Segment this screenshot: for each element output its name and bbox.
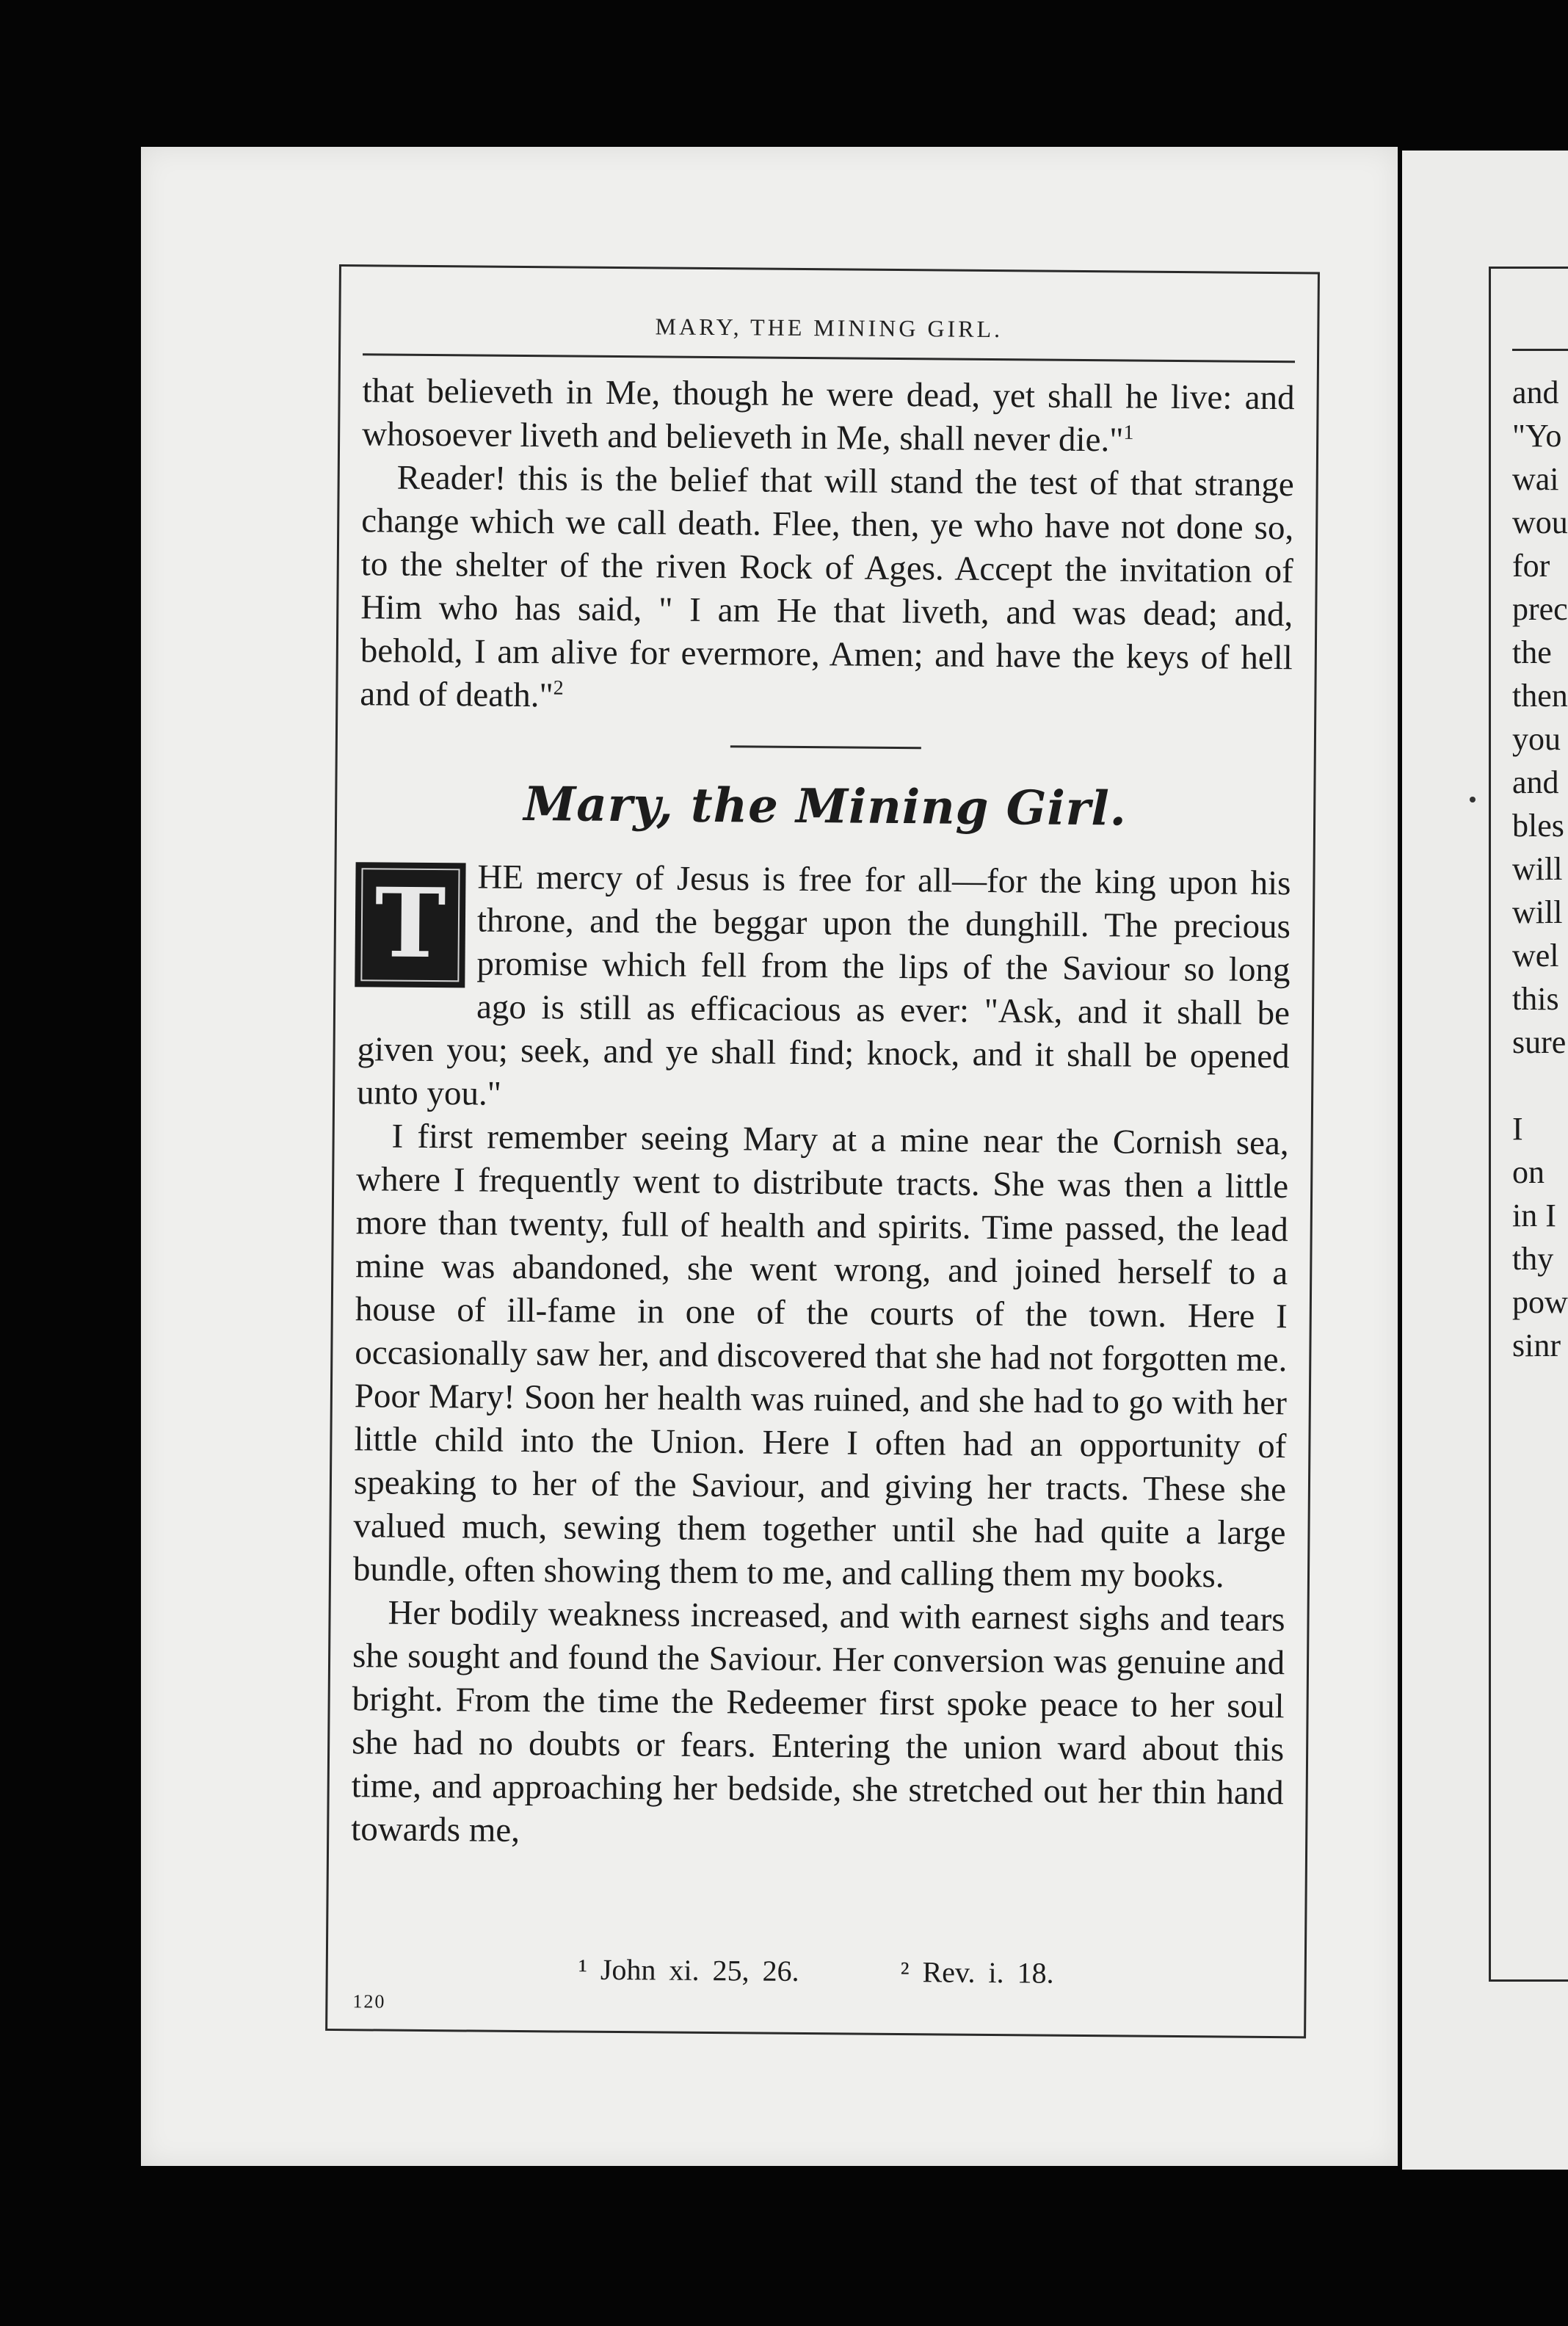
next-page-line: pow xyxy=(1512,1284,1568,1320)
next-page-line: bles xyxy=(1512,808,1564,844)
footnote-2: ² Rev. i. 18. xyxy=(900,1955,1054,1990)
next-page-line xyxy=(1512,1064,1568,1107)
next-page-line: sinr xyxy=(1512,1327,1561,1363)
page-border-frame xyxy=(325,264,1320,2038)
drop-cap-letter: T xyxy=(374,866,446,980)
running-head: MARY, THE MINING GIRL. xyxy=(655,313,1003,343)
paragraph-mine: I first remember seeing Mary at a mine near the Cornish sea, where I frequently went to distribute tracts. She was then a little more than twenty, full of health and spirits. Time passed, the lead mine was abandoned, she went wrong, and joined herself to a house of ill-fame in one of the courts of the town. Here I occasionally saw her, and discovered that she had not forgotten me. Poor Mary! Soon her health was ruined, and she had to go with her little child into the Union. Here I often had an opportunity of speaking to her of the Saviour, and giving her tracts. These she valued much, sewing them together until she had quite a large bundle, often showing them to me, and calling them my books. xyxy=(352,1117,1289,1595)
paragraph-opening: T HE mercy of Jesus is free for all—for the king upon his throne, and the beggar upon the dunghill. The precious promise which fell from the lips of the Saviour so long ago is still as efficacious as ever: "Ask, and it shall be given you; seek, and ye shall find; knock, and it shall be opened unto you." xyxy=(357,855,1291,1122)
next-page-line: for xyxy=(1512,548,1550,584)
next-page-line: on xyxy=(1512,1154,1545,1190)
next-page-line: and xyxy=(1512,374,1559,410)
paragraph-continued: that believeth in Me, though he were dead, yet shall he live: and whosoever liveth and believeth in Me, shall never die."$^1$ xyxy=(361,372,1295,460)
paragraph-reader: Reader! this is the belief that will stand the test of that strange change which we call death. Flee, then, ye who have not done so, to the shelter of the riven Rock of Ages. Accept the invitation of Him who has said, " I am He that liveth, and was dead; and, behold, I am alive for evermore, Amen; and have the keys of hell and of death."$^2$ xyxy=(360,458,1294,715)
footnotes xyxy=(328,1950,1304,1992)
next-page-line: then xyxy=(1512,678,1568,714)
next-page-line: I xyxy=(1512,1111,1523,1147)
next-page-line: wou xyxy=(1512,504,1568,540)
next-page-rule xyxy=(1512,349,1568,351)
next-page-line: wai xyxy=(1512,461,1559,497)
next-page-line: this xyxy=(1512,981,1559,1017)
chapter-title: Mary, the Mining Girl. xyxy=(523,776,1128,837)
next-page-line: the xyxy=(1512,634,1552,670)
next-page-line: thy xyxy=(1512,1241,1554,1277)
next-page-line: "Yo xyxy=(1512,418,1562,454)
ornamental-drop-cap xyxy=(355,862,465,988)
opening-smallcaps: HE xyxy=(477,858,524,896)
head-rule xyxy=(363,353,1295,363)
page-number: 120 xyxy=(352,1990,386,2012)
next-page-line: and xyxy=(1512,764,1559,800)
next-page-line: will xyxy=(1512,894,1563,930)
next-page-line: prec xyxy=(1512,591,1568,627)
next-page-line: in I xyxy=(1512,1198,1556,1233)
footnote-ref-2: 2 xyxy=(553,676,564,700)
margin-dot xyxy=(1470,797,1476,802)
next-page-line: wel xyxy=(1512,938,1559,974)
next-page-text xyxy=(1512,371,1568,1367)
next-page-edge xyxy=(1402,151,1568,2170)
next-page-line: sure xyxy=(1512,1024,1567,1060)
next-page-line: will xyxy=(1512,851,1563,887)
next-page-line: you xyxy=(1512,721,1561,757)
section-separator xyxy=(730,745,921,749)
footnote-ref-1: 1 xyxy=(1123,421,1134,444)
footnote-1: ¹ John xi. 25, 26. xyxy=(578,1952,799,1988)
paragraph-bodily: Her bodily weakness increased, and with earnest sighs and tears she sought and found the Saviour. Her conversion was genuine and bright. From the time the Redeemer first spoke peace to her soul she had no doubts or fears. Entering the union ward about this time, and approaching her bedside, she stretched out her thin hand towards me, xyxy=(351,1593,1285,1849)
book-page xyxy=(141,147,1398,2166)
body-text xyxy=(351,369,1295,1858)
